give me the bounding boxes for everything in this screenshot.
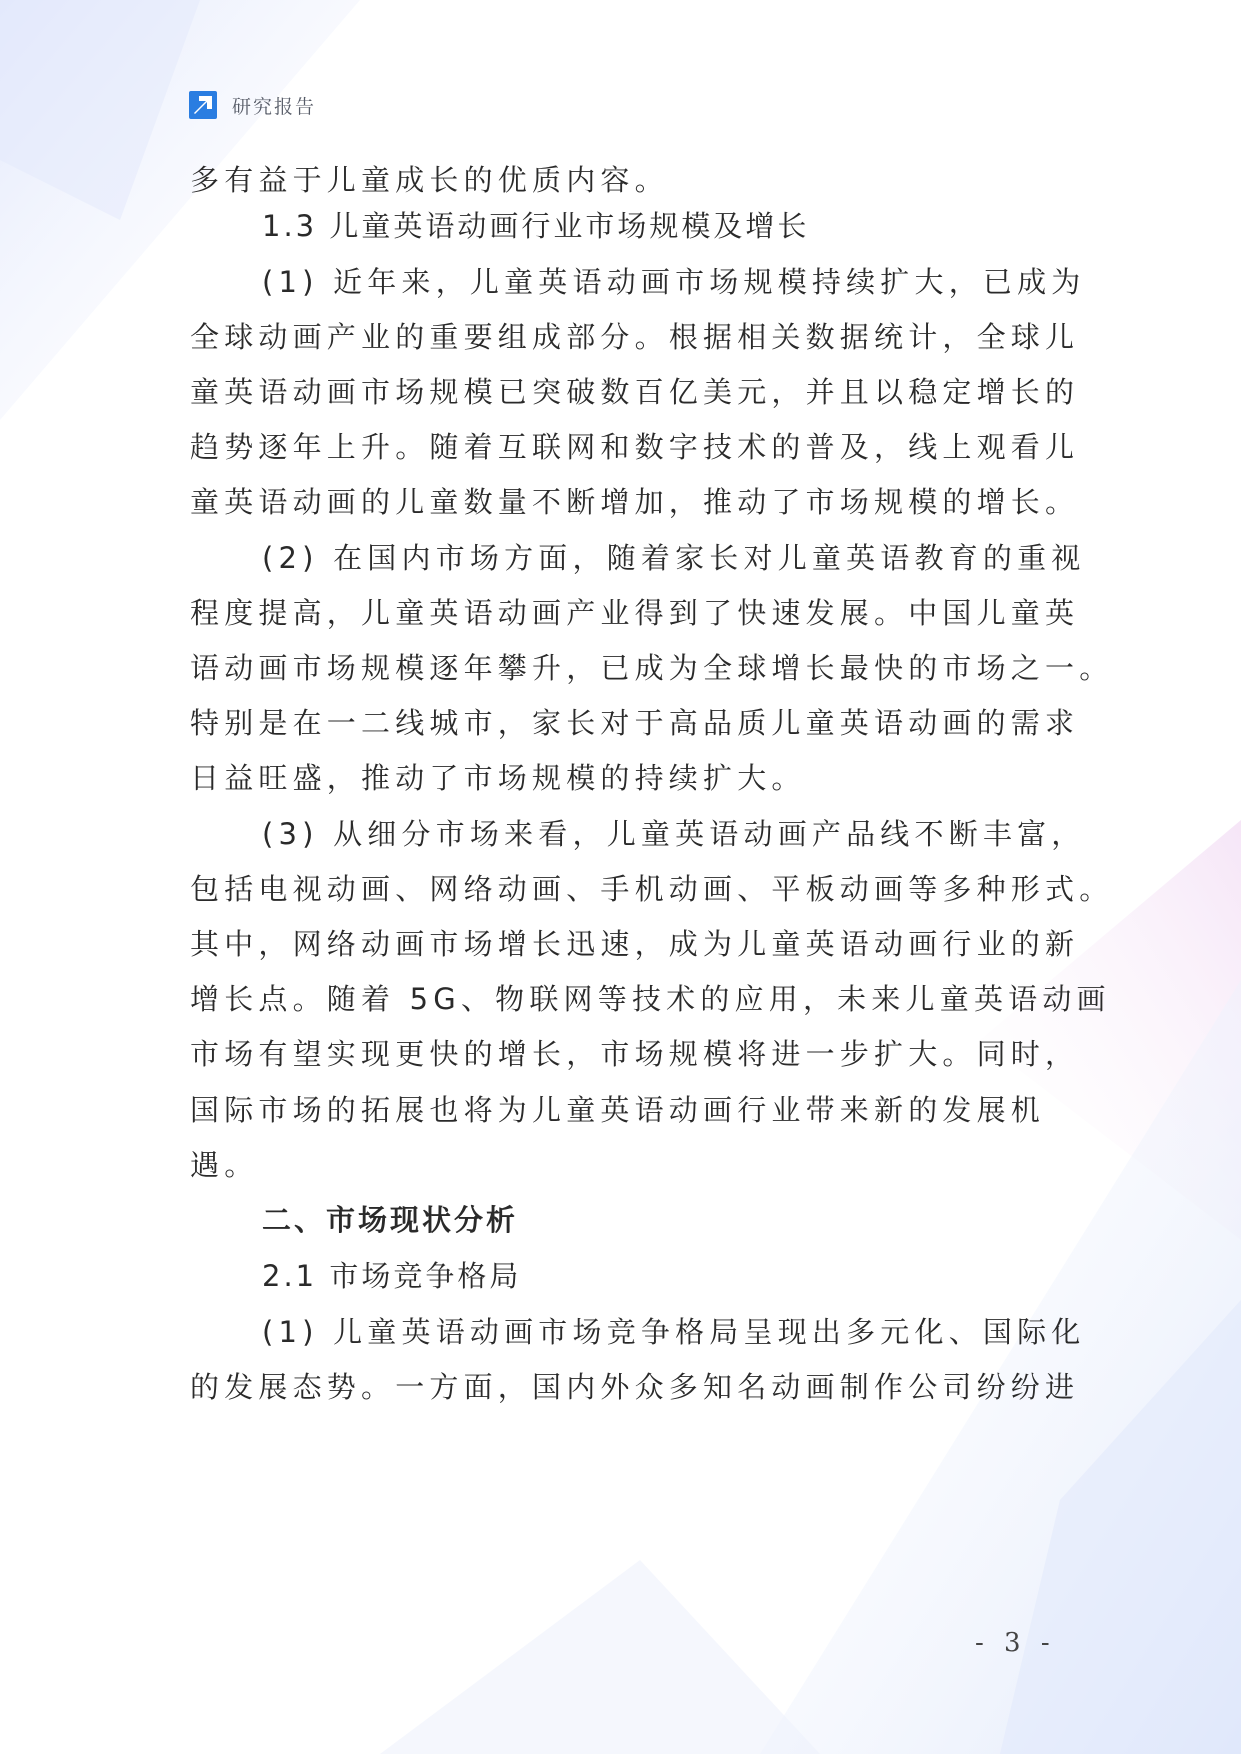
paragraph-line: 遇。 [190, 1148, 259, 1182]
paragraph-line: 多有益于儿童成长的优质内容。 [190, 163, 669, 197]
paragraph-line: 童英语动画的儿童数量不断增加，推动了市场规模的增长。 [190, 485, 1080, 519]
section-heading-1-3: 1.3 儿童英语动画行业市场规模及增长 [262, 209, 810, 243]
arrow-up-right-icon [186, 88, 220, 122]
paragraph-line: 包括电视动画、网络动画、手机动画、平板动画等多种形式。 [190, 872, 1114, 906]
paragraph-line: 国际市场的拓展也将为儿童英语动画行业带来新的发展机 [190, 1093, 1046, 1127]
paragraph-line: (2) 在国内市场方面，随着家长对儿童英语教育的重视 [262, 541, 1086, 575]
paragraph-line: (3) 从细分市场来看，儿童英语动画产品线不断丰富， [262, 817, 1086, 851]
report-header [186, 88, 316, 122]
chapter-heading: 二、市场现状分析 [262, 1203, 519, 1237]
page-number: - 3 - [975, 1628, 1056, 1658]
paragraph-line: 增长点。随着 5G、物联网等技术的应用，未来儿童英语动画 [190, 982, 1111, 1016]
paragraph-line: 特别是在一二线城市，家长对于高品质儿童英语动画的需求 [190, 706, 1080, 740]
paragraph-line: (1) 儿童英语动画市场竞争格局呈现出多元化、国际化 [262, 1315, 1086, 1349]
paragraph-line: 程度提高，儿童英语动画产业得到了快速发展。中国儿童英 [190, 596, 1080, 630]
paragraph-line: 全球动画产业的重要组成部分。根据相关数据统计，全球儿 [190, 320, 1080, 354]
paragraph-line: 其中，网络动画市场增长迅速，成为儿童英语动画行业的新 [190, 927, 1080, 961]
paragraph-line: (1) 近年来，儿童英语动画市场规模持续扩大，已成为 [262, 265, 1086, 299]
paragraph-line: 日益旺盛，推动了市场规模的持续扩大。 [190, 761, 806, 795]
paragraph-line: 的发展态势。一方面，国内外众多知名动画制作公司纷纷进 [190, 1370, 1080, 1404]
paragraph-line: 市场有望实现更快的增长，市场规模将进一步扩大。同时， [190, 1037, 1080, 1071]
section-heading-2-1: 2.1 市场竞争格局 [262, 1259, 522, 1293]
paragraph-line: 童英语动画市场规模已突破数百亿美元，并且以稳定增长的 [190, 375, 1080, 409]
paragraph-line: 语动画市场规模逐年攀升，已成为全球增长最快的市场之一。 [190, 651, 1114, 685]
paragraph-line: 趋势逐年上升。随着互联网和数字技术的普及，线上观看儿 [190, 430, 1080, 464]
header-title: 研究报告 [232, 95, 317, 118]
